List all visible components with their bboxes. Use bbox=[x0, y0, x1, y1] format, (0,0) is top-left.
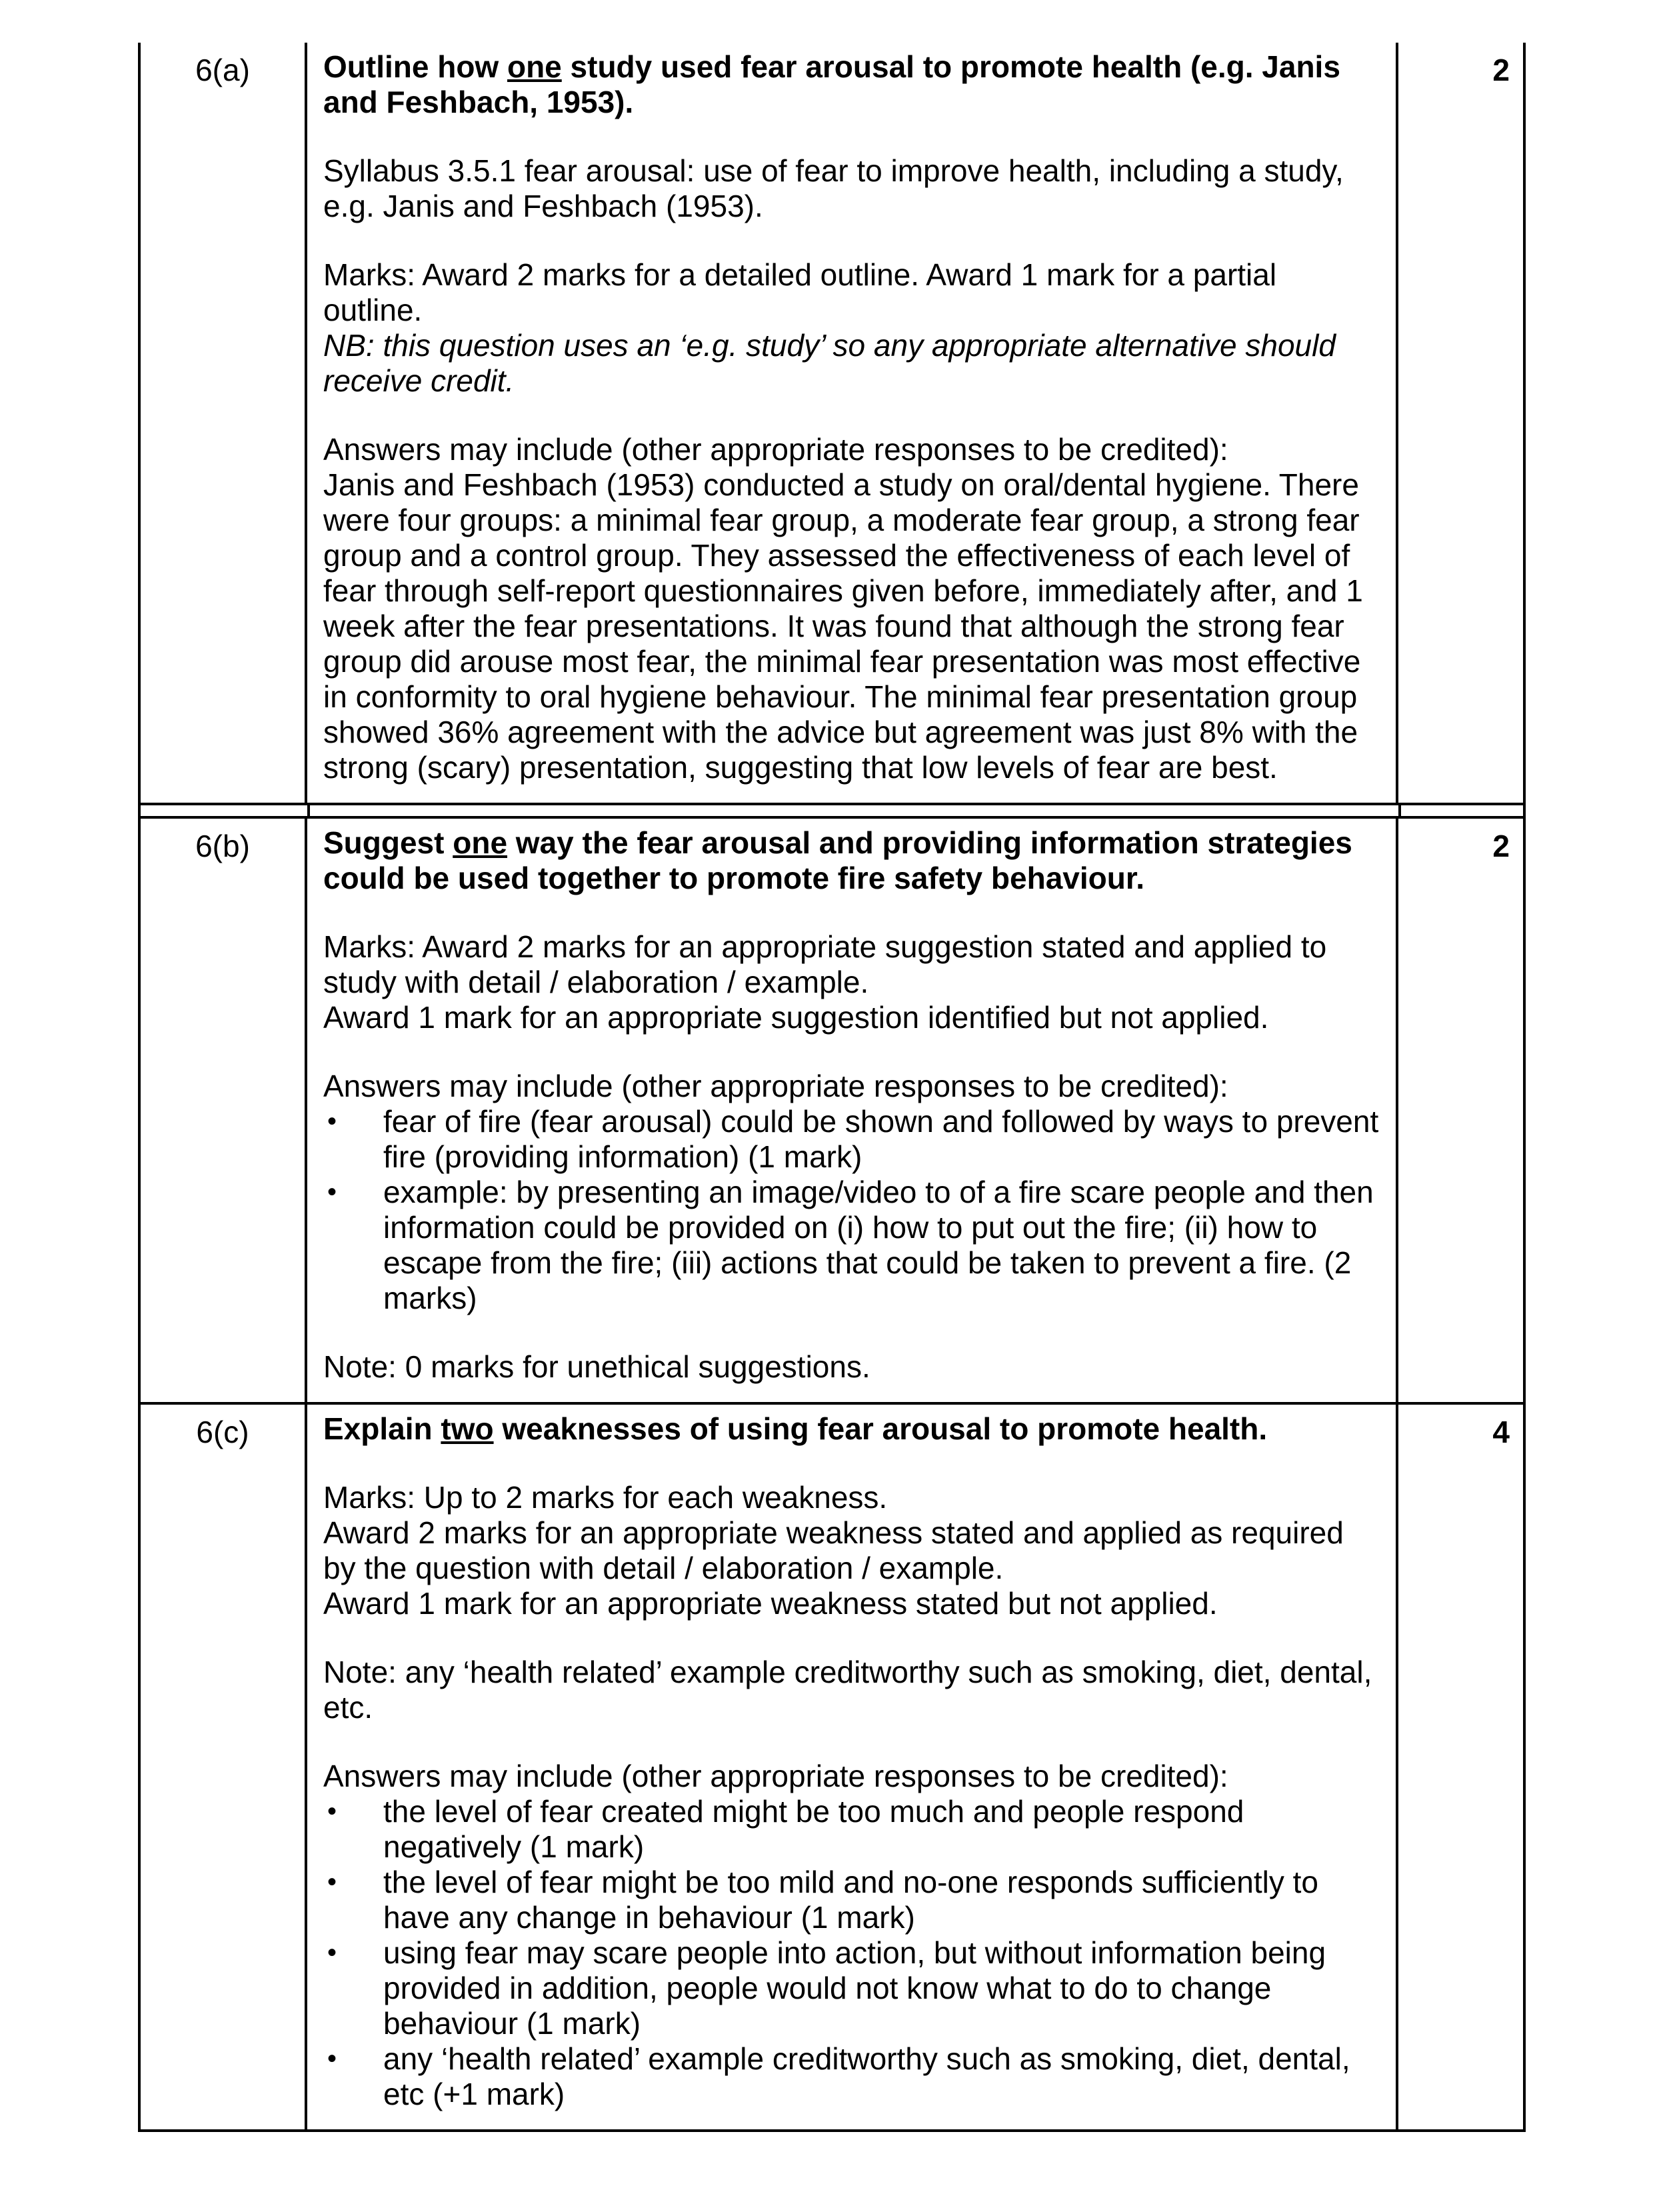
question-number: 6(a) bbox=[141, 43, 307, 803]
emphasis-underline: two bbox=[441, 1411, 494, 1446]
marking-guidance: Marks: Award 2 marks for a detailed outline. Award 1 mark for a partial outline. NB: this question uses an ‘e.g. study’ so any appropriate alternative should receive credit. bbox=[323, 257, 1380, 399]
marks-value: 2 bbox=[1492, 829, 1510, 863]
marking-guidance: Marks: Award 2 marks for an appropriate suggestion stated and applied to study with detail / elaboration / example. Award 1 mark for an appropriate suggestion identified but not applied. bbox=[323, 929, 1327, 1035]
list-item: • the level of fear might be too mild and no-one responds sufficiently to have any change in behaviour (1 mark) bbox=[327, 1865, 1318, 1935]
list-item: • example: by presenting an image/video to of a fire scare people and then information could be provided on (i) how to put out the fire; (ii) how to escape from the fire; (iii) actions that could be taken to prevent a fire. (2 marks) bbox=[327, 1175, 1374, 1315]
answer-list bbox=[323, 1794, 1380, 2112]
indicative-answers: Answers may include (other appropriate responses to be credited): • the level of fear created might be too much and people respond negatively (1 mark) • the level of fear might be too mild and no-one responds sufficiently to have any change in behaviour (1 mark) • using fear may scare people into action, but without information being provided in addition, people would not know what to do to change behaviour (1 mark) • any ‘health related’ example creditworthy such as smoking, diet, dental, etc (+1 mark) bbox=[323, 1759, 1380, 2112]
indicative-answers: Answers may include (other appropriate responses to be credited): • fear of fire (fear arousal) could be shown and followed by ways to prevent fire (providing information) (1 mark) • example: by presenting an image/video to of a fire scare people and then information could be provided on (i) how to put out the fire; (ii) how to escape from the fire; (iii) actions that could be taken to prevent a fire. (2 marks) bbox=[323, 1069, 1379, 1315]
question-number: 6(b) bbox=[141, 819, 307, 1402]
list-item: • using fear may scare people into action, but without information being provided in addition, people would not know what to do to change behaviour (1 mark) bbox=[327, 1935, 1326, 2041]
marks-value: 2 bbox=[1492, 53, 1510, 87]
table-row-6c bbox=[138, 1405, 1526, 2132]
list-item: • the level of fear created might be too much and people respond negatively (1 mark) bbox=[327, 1794, 1244, 1864]
table-row-6b bbox=[138, 819, 1526, 1405]
emphasis-underline: one bbox=[453, 825, 508, 860]
bullet-icon: • bbox=[327, 1177, 337, 1207]
bullet-icon: • bbox=[327, 1797, 337, 1826]
question-text: Explain two weaknesses of using fear arousal to promote health. bbox=[323, 1411, 1268, 1446]
nb-note: NB: this question uses an ‘e.g. study’ so any appropriate alternative should receive credit. bbox=[323, 328, 1336, 398]
question-text: Outline how one study used fear arousal to promote health (e.g. Janis and Feshbach, 1953). bbox=[323, 49, 1340, 119]
question-content bbox=[307, 43, 1398, 803]
mark-scheme-table bbox=[138, 43, 1526, 2132]
marking-guidance: Marks: Up to 2 marks for each weakness. Award 2 marks for an appropriate weakness stated and applied as required by the question with detail / elaboration / example. Award 1 mark for an appropriate weakness stated but not applied. bbox=[323, 1480, 1344, 1621]
bullet-icon: • bbox=[327, 2044, 337, 2073]
emphasis-underline: one bbox=[507, 49, 562, 84]
indicative-answers: Answers may include (other appropriate responses to be credited): Janis and Feshbach (1953) conducted a study on oral/dental hygiene. There were four groups: a minimal fear group, a moderate fear group, a strong fear group and a control group. They assessed the effectiveness of each level of fear through self-report questionnaires given before, immediately after, and 1 week after the fear presentations. It was found that although the strong fear group did arouse most fear, the minimal fear presentation was most effective in conformity to oral hygiene behaviour. The minimal fear presentation group showed 36% agreement with the advice but agreement was just 8% with the strong (scary) presentation, suggesting that low levels of fear are best. bbox=[323, 432, 1380, 785]
table-row-6a bbox=[138, 43, 1526, 803]
bullet-icon: • bbox=[327, 1938, 337, 1967]
row-divider bbox=[138, 803, 1526, 819]
marks-value: 4 bbox=[1492, 1415, 1510, 1449]
note-text: Note: any ‘health related’ example creditworthy such as smoking, diet, dental, etc. bbox=[323, 1655, 1372, 1725]
question-content bbox=[307, 1405, 1398, 2129]
list-item: • any ‘health related’ example creditworthy such as smoking, diet, dental, etc (+1 mark) bbox=[327, 2041, 1350, 2111]
note-text: Note: 0 marks for unethical suggestions. bbox=[323, 1349, 870, 1384]
answer-text: Janis and Feshbach (1953) conducted a study on oral/dental hygiene. There were four groups: a minimal fear group, a moderate fear group, a strong fear group and a control group. They assessed the effectiveness of each level of fear through self-report questionnaires given before, immediately after, and 1 week after the fear presentations. It was found that although the strong fear group did arouse most fear, the minimal fear presentation was most effective in conformity to oral hygiene behaviour. The minimal fear presentation group showed 36% agreement with the advice but agreement was just 8% with the strong (scary) presentation, suggesting that low levels of fear are best. bbox=[323, 467, 1363, 785]
question-number: 6(c) bbox=[141, 1405, 307, 2129]
answer-list bbox=[323, 1104, 1380, 1316]
question-text: Suggest one way the fear arousal and providing information strategies could be used together to promote fire safety behaviour. bbox=[323, 825, 1352, 895]
list-item: • fear of fire (fear arousal) could be shown and followed by ways to prevent fire (providing information) (1 mark) bbox=[327, 1104, 1379, 1174]
bullet-icon: • bbox=[327, 1867, 337, 1897]
bullet-icon: • bbox=[327, 1107, 337, 1136]
syllabus-reference: Syllabus 3.5.1 fear arousal: use of fear to improve health, including a study, e.g. Janis and Feshbach (1953). bbox=[323, 153, 1344, 223]
question-content bbox=[307, 819, 1398, 1402]
